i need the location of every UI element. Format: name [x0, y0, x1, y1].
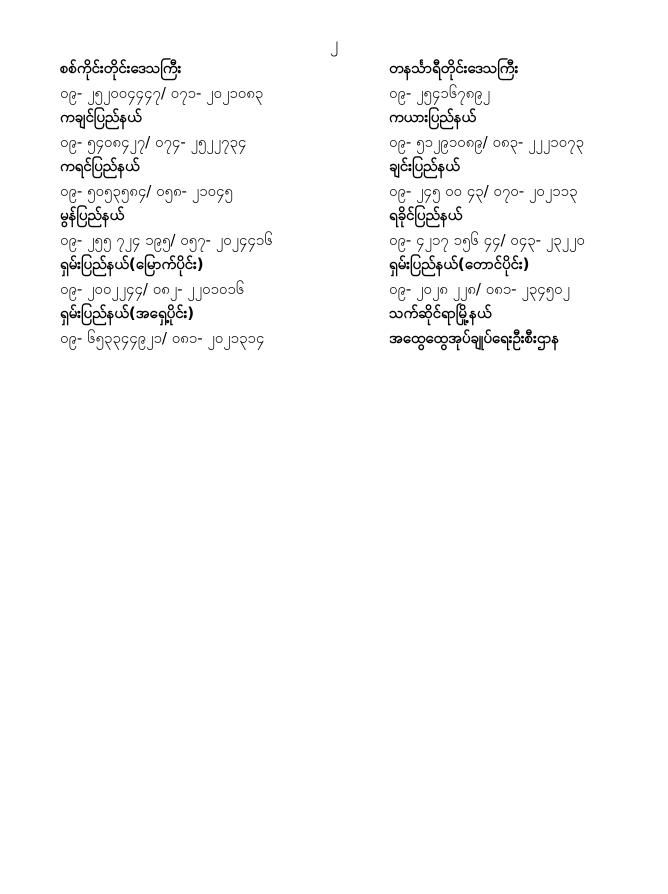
phone-number: ၀၉- ၂၄၅ ၀၀ ၄၃/ ၀၇၀- ၂၀၂၁၁၃	[389, 182, 578, 200]
region-name: ကယားပြည်နယ်	[389, 108, 477, 126]
region-name: စစ်ကိုင်းတိုင်းဒေသကြီး	[60, 59, 182, 77]
contact-entry	[60, 154, 360, 203]
contact-entry	[389, 203, 668, 252]
region-name: မွန်ပြည်နယ်	[60, 206, 125, 224]
region-name: ကချင်ပြည်နယ်	[60, 108, 142, 126]
region-name: ကရင်ပြည်နယ်	[60, 157, 140, 175]
contact-list-right	[389, 56, 668, 351]
contact-entry	[389, 56, 668, 105]
contact-entry	[389, 105, 668, 154]
region-name: ရှမ်းပြည်နယ်(မြောက်ပိုင်း)	[60, 255, 204, 273]
phone-number: ၀၉- ၄၂၁၇ ၁၅၆ ၄၄/ ၀၄၃- ၂၃၂၂၀	[389, 231, 585, 249]
phone-number: ၀၉- ၂၅၅ ၇၂၄ ၁၉၅/ ၀၅၇- ၂၀၂၄၄၁၆	[60, 231, 273, 249]
phone-number: ၀၉- ၂၅၂၀၀၄၄၄၇/ ၀၇၁- ၂၀၂၁၀၈၃	[60, 84, 264, 102]
region-name: ရှမ်းပြည်နယ်(တောင်ပိုင်း)	[389, 255, 530, 273]
township-label: သက်ဆိုင်ရာမြို့နယ်	[389, 304, 492, 322]
contact-entry	[389, 252, 668, 301]
contact-entry	[60, 252, 360, 301]
phone-number: ၀၉- ၂၀၀၂၂၄၄/ ၀၈၂- ၂၂၀၁၀၁၆	[60, 280, 245, 298]
phone-number: ၀၉- ၅၄၀၈၄၂၇/ ၀၇၄- ၂၅၂၂၇၃၄	[60, 133, 247, 151]
phone-number: ၀၉- ၅၀၅၃၅၈၄/ ၀၅၈- ၂၁၀၄၅	[60, 182, 233, 200]
phone-number: ၀၉- ၆၅၃၃၄၄၉၂၁/ ၀၈၁- ၂၀၂၁၃၁၄	[60, 329, 265, 347]
contact-entry	[60, 301, 360, 350]
region-name: ရှမ်းပြည်နယ်(အရှေ့ပိုင်း)	[60, 304, 195, 322]
contact-list-left	[60, 56, 360, 350]
region-name: ချင်းပြည်နယ်	[389, 157, 460, 175]
closing-line	[389, 301, 668, 351]
department-label: အထွေထွေအုပ်ချုပ်ရေးဦးစီးဌာန	[389, 329, 560, 347]
page-number: ၂	[329, 34, 339, 54]
phone-number: ၀၉- ၂၀၂၈ ၂၂၈/ ၀၈၁- ၂၃၄၅၀၂	[389, 280, 570, 298]
phone-number: ၀၉- ၅၁၂၉၁၀၈၉/ ၀၈၃- ၂၂၂၁၀၇၃	[389, 133, 584, 151]
region-name: တနင်္သာရီတိုင်းဒေသကြီး	[389, 59, 519, 77]
contact-entry	[60, 56, 360, 105]
contact-entry	[60, 105, 360, 154]
phone-number: ၀၉- ၂၅၄၁၆၇၈၉၂	[389, 84, 490, 102]
contact-entry	[389, 154, 668, 203]
contact-entry	[60, 203, 360, 252]
region-name: ရခိုင်ပြည်နယ်	[389, 206, 463, 224]
